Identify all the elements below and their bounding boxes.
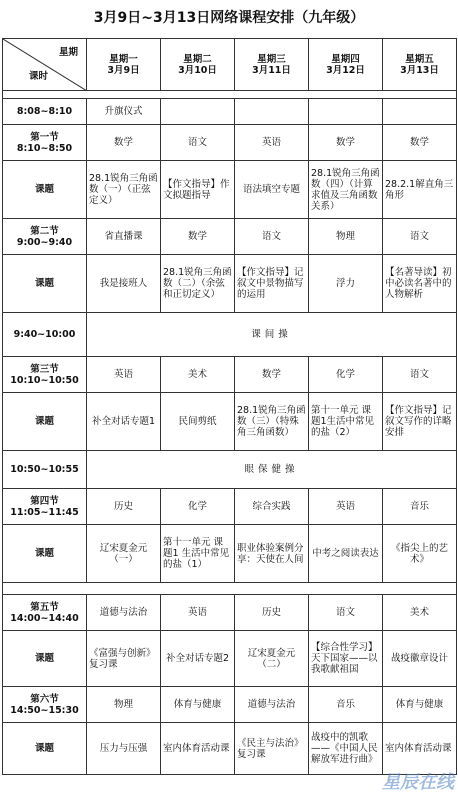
spacer-row: [3, 91, 457, 99]
subject-cell: 语文: [309, 595, 383, 631]
period-2-label: 第二节 9:00~9:40: [3, 219, 87, 255]
subject-cell: 物理: [309, 219, 383, 255]
subject-cell: 化学: [161, 489, 235, 525]
watermark-logo: 星辰在线: [382, 772, 454, 793]
subject-cell: 语文: [235, 219, 309, 255]
topic-cell: 28.1锐角三角函数（四）（计算求值及三角函数关系）: [309, 161, 383, 219]
period-2-subject-row: [3, 219, 457, 255]
subject-cell: 历史: [87, 489, 161, 525]
topic-cell: 补全对话专题1: [87, 393, 161, 451]
topic-cell: 28.1锐角三角函数（一）（正弦定义）: [87, 161, 161, 219]
subject-cell: 语文: [383, 357, 457, 393]
period-1-topic-row: [3, 161, 457, 219]
topic-cell: 【作文指导】记叙文写作的详略安排: [383, 393, 457, 451]
period-5-subject-row: [3, 595, 457, 631]
day-header-wed: 星期三 3月11日: [235, 39, 309, 91]
corner-period-label: 课时: [29, 71, 49, 82]
topic-label: 课题: [3, 161, 87, 219]
subject-cell: 美术: [383, 595, 457, 631]
topic-label: 课题: [3, 723, 87, 775]
subject-cell: 英语: [309, 489, 383, 525]
day-header-tue: 星期二 3月10日: [161, 39, 235, 91]
break-2-time: 10:50~10:55: [3, 451, 87, 489]
subject-cell: 英语: [161, 595, 235, 631]
topic-cell: 室内体育活动课: [161, 723, 235, 775]
subject-cell: 音乐: [383, 489, 457, 525]
period-1-subject-row: [3, 125, 457, 161]
topic-cell: 【作文指导】记叙文中景物描写的运用: [235, 255, 309, 313]
break-1-row: [3, 313, 457, 357]
subject-cell: 语文: [161, 125, 235, 161]
subject-cell: 道德与法治: [87, 595, 161, 631]
subject-cell: 历史: [235, 595, 309, 631]
topic-cell: 室内体育活动课: [383, 723, 457, 775]
subject-cell: 体育与健康: [161, 687, 235, 723]
subject-cell: 化学: [309, 357, 383, 393]
break-1-event: 课间操: [87, 313, 457, 357]
flag-row: [3, 99, 457, 125]
break-1-time: 9:40~10:00: [3, 313, 87, 357]
topic-cell: 《民主与法治》复习课: [235, 723, 309, 775]
topic-cell: 【名著导读】初中必读名著中的人物解析: [383, 255, 457, 313]
period-6-topic-row: [3, 723, 457, 775]
topic-cell: 补全对话专题2: [161, 631, 235, 687]
day-header-mon: 星期一 3月9日: [87, 39, 161, 91]
period-1-label: 第一节 8:10~8:50: [3, 125, 87, 161]
period-3-topic-row: [3, 393, 457, 451]
period-6-label: 第六节 14:50~15:30: [3, 687, 87, 723]
period-4-topic-row: [3, 525, 457, 583]
topic-cell: 语法填空专题: [235, 161, 309, 219]
subject-cell: 综合实践: [235, 489, 309, 525]
topic-cell: 28.2.1解直角三角形: [383, 161, 457, 219]
period-2-topic-row: [3, 255, 457, 313]
subject-cell: 体育与健康: [383, 687, 457, 723]
subject-cell: 美术: [161, 357, 235, 393]
topic-cell: 我是接班人: [87, 255, 161, 313]
subject-cell: 数学: [309, 125, 383, 161]
period-3-subject-row: [3, 357, 457, 393]
header-row: [3, 39, 457, 91]
corner-weekday-label: 星期: [58, 47, 78, 58]
lunch-gap-row: [3, 583, 457, 595]
page-title: 3月9日~3月13日网络课程安排（九年级）: [93, 10, 365, 26]
subject-cell: 数学: [235, 357, 309, 393]
subject-cell: 语文: [383, 219, 457, 255]
topic-cell: 民间剪纸: [161, 393, 235, 451]
topic-label: 课题: [3, 525, 87, 583]
subject-cell: 数学: [87, 125, 161, 161]
period-5-label: 第五节 14:00~14:40: [3, 595, 87, 631]
schedule-table: [2, 38, 457, 775]
period-3-label: 第三节 10:10~10:50: [3, 357, 87, 393]
period-4-label: 第四节 11:05~11:45: [3, 489, 87, 525]
subject-cell: 省直播课: [87, 219, 161, 255]
topic-cell: 28.1锐角三角函数（三）（特殊角三角函数）: [235, 393, 309, 451]
topic-cell: 《富强与创新》复习课: [87, 631, 161, 687]
topic-cell: 第十一单元 课题1生活中常见的盐（2）: [309, 393, 383, 451]
break-2-row: [3, 451, 457, 489]
topic-cell: 战疫中的凯歌——《中国人民解放军进行曲》: [309, 723, 383, 775]
corner-cell: [3, 39, 87, 91]
day-header-thu: 星期四 3月12日: [309, 39, 383, 91]
subject-cell: 数学: [161, 219, 235, 255]
period-4-subject-row: [3, 489, 457, 525]
topic-cell: 职业体验案例分享：天使在人间: [235, 525, 309, 583]
flag-time: 8:08~8:10: [3, 99, 87, 125]
topic-cell: 浮力: [309, 255, 383, 313]
topic-cell: 【作文指导】作文拟题指导: [161, 161, 235, 219]
subject-cell: 英语: [235, 125, 309, 161]
topic-cell: 第十一单元 课题1 生活中常见的盐（1）: [161, 525, 235, 583]
period-5-topic-row: [3, 631, 457, 687]
subject-cell: 道德与法治: [235, 687, 309, 723]
topic-cell: 辽宋夏金元（二）: [235, 631, 309, 687]
topic-label: 课题: [3, 631, 87, 687]
flag-event: 升旗仪式: [87, 99, 161, 125]
topic-cell: 压力与压强: [87, 723, 161, 775]
topic-cell: 《指尖上的艺术》: [383, 525, 457, 583]
subject-cell: 物理: [87, 687, 161, 723]
period-6-subject-row: [3, 687, 457, 723]
topic-cell: 战疫徽章设计: [383, 631, 457, 687]
break-2-event: 眼保健操: [87, 451, 457, 489]
topic-cell: 中考之阅读表达: [309, 525, 383, 583]
topic-cell: 辽宋夏金元（一）: [87, 525, 161, 583]
topic-label: 课题: [3, 393, 87, 451]
subject-cell: 英语: [87, 357, 161, 393]
subject-cell: 音乐: [309, 687, 383, 723]
day-header-fri: 星期五 3月13日: [383, 39, 457, 91]
topic-label: 课题: [3, 255, 87, 313]
topic-cell: 【综合性学习】天下国家——以我歌献祖国: [309, 631, 383, 687]
topic-cell: 28.1锐角三角函数（二）（余弦和正切定义）: [161, 255, 235, 313]
subject-cell: 数学: [383, 125, 457, 161]
